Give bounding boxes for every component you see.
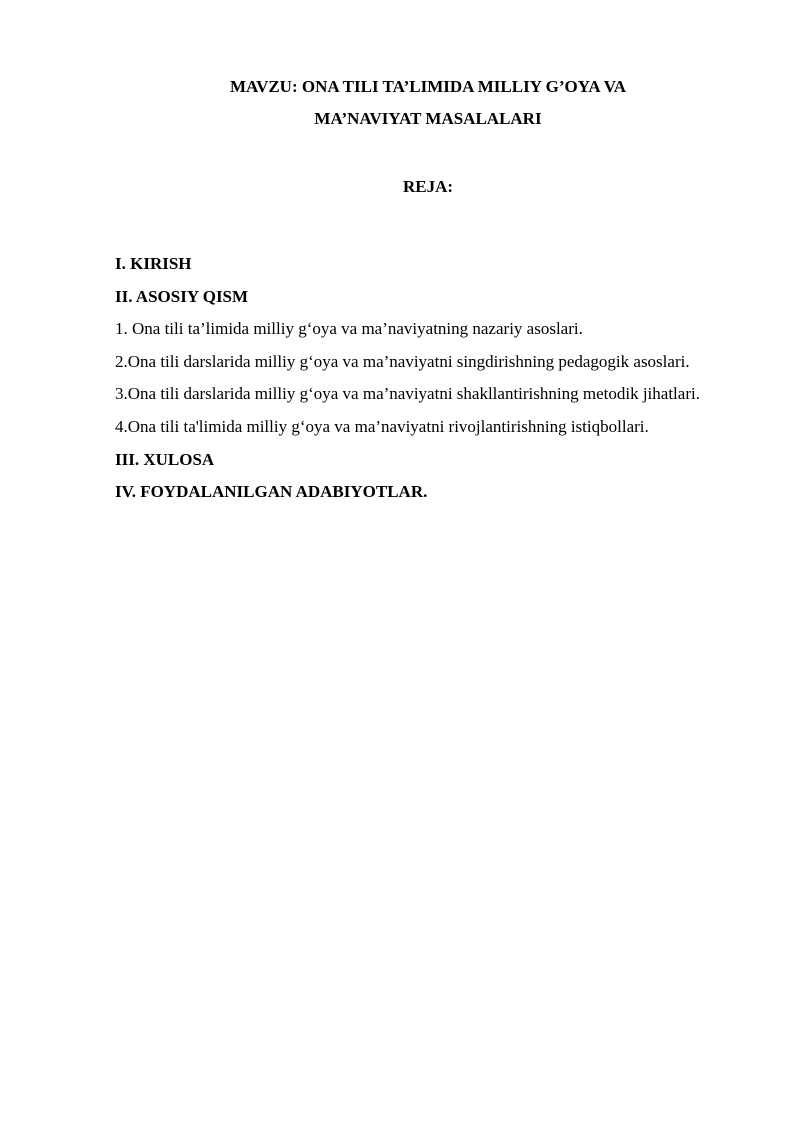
outline-item-main-part: II. ASOSIY QISM xyxy=(115,286,249,306)
document-title-line-1: MAVZU: ONA TILI TA’LIMIDA MILLIY G’OYA VA xyxy=(229,77,627,96)
outline-item-1: 1. Ona tili ta’limida milliy g‘oya va ma’naviyatning nazariy asoslari. xyxy=(115,319,583,339)
outline-item-references: IV. FOYDALANILGAN ADABIYOTLAR. xyxy=(115,482,428,502)
outline-list xyxy=(115,248,742,509)
plan-heading: REJA: xyxy=(402,177,454,196)
document-title-line-2: MA’NAVIYAT MASALALARI xyxy=(314,109,542,128)
outline-item-2: 2.Ona tili darslarida milliy g‘oya va ma’naviyatni singdirishning pedagogik asoslari. xyxy=(115,351,690,371)
outline-item-4: 4.Ona tili ta'limida milliy g‘oya va ma’naviyatni rivojlantirishning istiqbollari. xyxy=(115,416,649,436)
outline-item-conclusion: III. XULOSA xyxy=(115,449,215,469)
outline-item-intro: I. KIRISH xyxy=(115,254,192,273)
outline-item-3: 3.Ona tili darslarida milliy g‘oya va ma’naviyatni shakllantirishning metodik jihatlari. xyxy=(115,384,700,404)
